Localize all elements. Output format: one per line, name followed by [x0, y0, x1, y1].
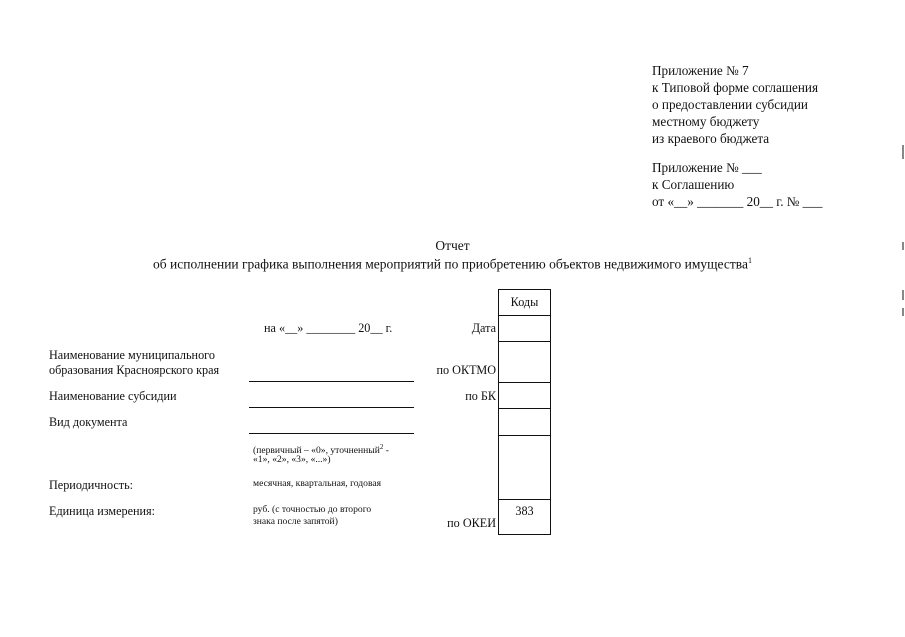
- doc-type-hint-text: (первичный – «0», уточненный: [253, 445, 380, 457]
- report-date: на «__» ________ 20__ г.: [264, 321, 393, 335]
- scan-edge-mark: [902, 242, 904, 250]
- code-bk-cell[interactable]: [499, 383, 551, 409]
- oktmo-label: по ОКТМО: [436, 363, 496, 377]
- date-label: Дата: [471, 321, 496, 335]
- codes-header: Коды: [499, 290, 551, 316]
- code-date-cell[interactable]: [499, 316, 551, 342]
- agreement-line: к Соглашению: [652, 177, 735, 192]
- municipality-label-2: образования Красноярского края: [49, 363, 220, 377]
- appendix-line: к Типовой форме соглашения: [652, 80, 819, 95]
- report-subtitle: [0, 256, 905, 273]
- code-periodicity-cell[interactable]: [499, 436, 551, 500]
- doc-type-hint-2: «1», «2», «3», «...»): [253, 454, 331, 465]
- appendix-block: [652, 62, 818, 147]
- codes-table: [498, 289, 551, 535]
- footnote-mark: 1: [747, 256, 752, 265]
- footnote-mark-2: 2: [379, 443, 384, 451]
- scan-edge-mark: [902, 290, 904, 300]
- code-oktmo-cell[interactable]: [499, 342, 551, 383]
- scan-edge-mark: [902, 145, 904, 159]
- appendix-line: Приложение № 7: [652, 63, 749, 78]
- scan-edge-mark: [902, 308, 904, 316]
- appendix-line: из краевого бюджета: [652, 131, 770, 146]
- unit-value-2: знака после запятой): [253, 516, 338, 527]
- periodicity-label: Периодичность:: [49, 478, 134, 492]
- periodicity-value: месячная, квартальная, годовая: [253, 478, 382, 489]
- agreement-block: [652, 159, 822, 210]
- municipality-field[interactable]: [249, 381, 414, 382]
- agreement-line: Приложение № ___: [652, 160, 762, 175]
- subsidy-label: Наименование субсидии: [49, 389, 177, 403]
- report-title: Отчет: [435, 238, 470, 253]
- unit-label: Единица измерения:: [49, 504, 156, 518]
- municipality-label-1: Наименование муниципального: [49, 348, 215, 362]
- doc-type-hint-dash: -: [383, 445, 389, 457]
- subsidy-field[interactable]: [249, 407, 414, 408]
- code-doc-type-cell[interactable]: [499, 409, 551, 436]
- agreement-line: от «__» _______ 20__ г. № ___: [652, 194, 823, 209]
- report-subtitle-text: об исполнении графика выполнения мероприятий по приобретению объектов недвижимого имущества: [153, 256, 748, 272]
- appendix-line: местному бюджету: [652, 114, 760, 129]
- bk-label: по БК: [465, 389, 496, 403]
- code-okei-cell: 383: [499, 500, 551, 535]
- doc-type-field[interactable]: [249, 433, 414, 434]
- okei-label: по ОКЕИ: [447, 516, 496, 530]
- unit-value-1: руб. (с точностью до второго: [253, 504, 372, 515]
- appendix-line: о предоставлении субсидии: [652, 97, 808, 112]
- doc-type-label: Вид документа: [49, 415, 128, 429]
